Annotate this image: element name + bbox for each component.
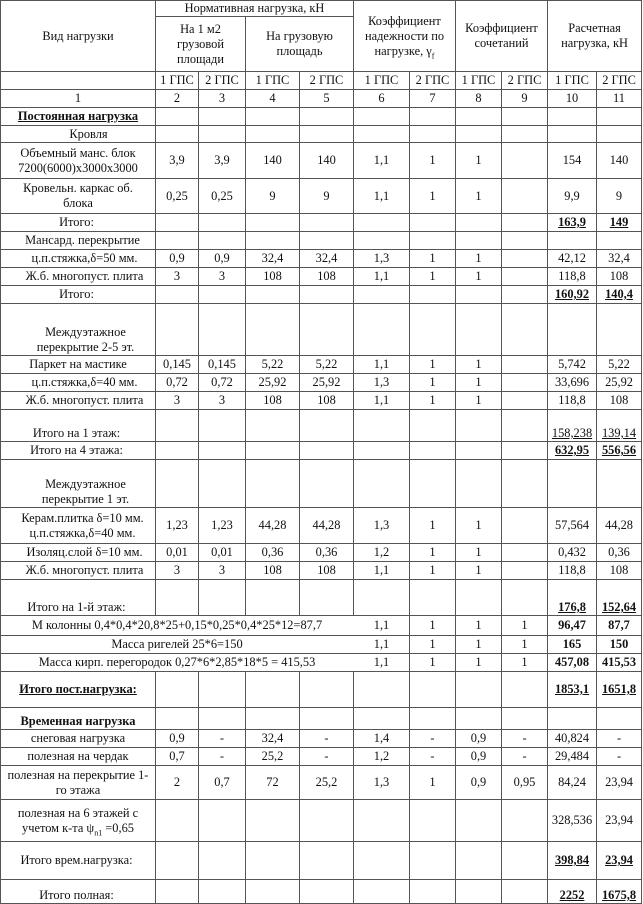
cell: 108	[300, 562, 354, 580]
row-label: снеговая нагрузка	[1, 730, 156, 748]
column-number: 5	[300, 90, 354, 108]
cell: 108	[246, 268, 300, 286]
cell: 1,3	[354, 374, 410, 392]
table-row	[1, 616, 642, 636]
cell: 1	[502, 616, 548, 636]
table-row	[1, 544, 642, 562]
column-number: 9	[502, 90, 548, 108]
gps-label: 2 ГПС	[199, 72, 246, 90]
row-label: М колонны 0,4*0,4*20,8*25+0,15*0,25*0,4*25*12=87,7	[1, 616, 354, 636]
cell: 1,1	[354, 392, 410, 410]
cell: 1	[456, 179, 502, 214]
cell: 5,22	[597, 356, 642, 374]
gps-label: 2 ГПС	[410, 72, 456, 90]
column-number: 1	[1, 90, 156, 108]
row-label: Мансард. перекрытие	[1, 232, 156, 250]
cell	[502, 374, 548, 392]
cell: 118,8	[548, 562, 597, 580]
cell: 118,8	[548, 268, 597, 286]
cell: 1	[456, 654, 502, 672]
row-label: Ж.б. многопуст. плита	[1, 268, 156, 286]
header-combination: Коэффициент сочетаний	[456, 1, 548, 72]
cell: 1,3	[354, 250, 410, 268]
cell: 154	[548, 143, 597, 179]
row-label: Изоляц.слой δ=10 мм.	[1, 544, 156, 562]
cell: 1	[410, 636, 456, 654]
table-row	[1, 636, 642, 654]
column-number: 8	[456, 90, 502, 108]
total-value: 152,64	[597, 580, 642, 616]
cell: 87,7	[597, 616, 642, 636]
cell: 1,2	[354, 748, 410, 766]
cell: 165	[548, 636, 597, 654]
cell: 0,25	[156, 179, 199, 214]
cell: 118,8	[548, 392, 597, 410]
total-value: 1675,8	[597, 880, 642, 904]
cell: 0,9	[456, 730, 502, 748]
cell: 3	[156, 392, 199, 410]
cell: 0,01	[199, 544, 246, 562]
cell: 1,1	[354, 268, 410, 286]
cell: 32,4	[246, 730, 300, 748]
total-label: Итого на 4 этажа:	[1, 442, 156, 460]
cell: 1	[456, 356, 502, 374]
table-row	[1, 356, 642, 374]
cell: 140	[300, 143, 354, 179]
gps-label: 1 ГПС	[156, 72, 199, 90]
section-row	[1, 708, 642, 730]
cell: 25,2	[300, 766, 354, 800]
total-row	[1, 214, 642, 232]
cell: 0,145	[156, 356, 199, 374]
cell: 32,4	[597, 250, 642, 268]
gps-label: 1 ГПС	[246, 72, 300, 90]
cell: 108	[246, 562, 300, 580]
total-value: 149	[597, 214, 642, 232]
cell	[502, 562, 548, 580]
cell: 1	[410, 562, 456, 580]
gps-label: 2 ГПС	[502, 72, 548, 90]
gps-label: 2 ГПС	[597, 72, 642, 90]
gps-label: 2 ГПС	[300, 72, 354, 90]
table-row	[1, 143, 642, 179]
cell	[502, 544, 548, 562]
total-value: 139,14	[597, 410, 642, 442]
total-label: Итого на 1 этаж:	[1, 410, 156, 442]
total-row	[1, 442, 642, 460]
cell: 1	[410, 250, 456, 268]
cell: -	[410, 748, 456, 766]
cell: 0,72	[156, 374, 199, 392]
table-row	[1, 268, 642, 286]
row-label: полезная на 6 этажей с учетом к-та $\psi_{n1} =0,65$	[1, 800, 156, 842]
total-row	[1, 880, 642, 904]
cell: 1,23	[199, 508, 246, 544]
cell: 1,4	[354, 730, 410, 748]
row-label: Ж.б. многопуст. плита	[1, 392, 156, 410]
row-label: ц.п.стяжка,δ=50 мм.	[1, 250, 156, 268]
cell	[502, 179, 548, 214]
total-value: 1651,8	[597, 672, 642, 708]
cell: 0,9	[199, 250, 246, 268]
total-value: 1853,1	[548, 672, 597, 708]
total-value: 23,94	[597, 842, 642, 880]
cell: 1	[456, 143, 502, 179]
cell: 1	[410, 766, 456, 800]
table-row	[1, 374, 642, 392]
row-label: Междуэтажное перекрытие 1 эт.	[1, 460, 156, 508]
header-per-m2: На 1 м2 грузовой площади	[156, 17, 246, 72]
cell: 0,72	[199, 374, 246, 392]
column-number: 10	[548, 90, 597, 108]
total-row	[1, 842, 642, 880]
total-label: Итого пост.нагрузка:	[1, 672, 156, 708]
cell: 0,432	[548, 544, 597, 562]
cell: 5,742	[548, 356, 597, 374]
cell: 0,36	[246, 544, 300, 562]
total-value: 398,84	[548, 842, 597, 880]
cell: 9,9	[548, 179, 597, 214]
cell: 84,24	[548, 766, 597, 800]
cell: 328,536	[548, 800, 597, 842]
cell: -	[502, 748, 548, 766]
cell: 9	[246, 179, 300, 214]
total-label: Итого на 1-й этаж:	[1, 580, 156, 616]
cell: -	[300, 730, 354, 748]
total-row	[1, 580, 642, 616]
cell: 5,22	[300, 356, 354, 374]
cell: 5,22	[246, 356, 300, 374]
cell: 1	[410, 143, 456, 179]
cell: 23,94	[597, 766, 642, 800]
cell: 0,9	[456, 748, 502, 766]
header-load-type: Вид нагрузки	[1, 1, 156, 72]
cell: 1	[456, 508, 502, 544]
cell: 25,92	[597, 374, 642, 392]
header-gps-empty	[1, 72, 156, 90]
total-value: 556,56	[597, 442, 642, 460]
total-value: 158,238	[548, 410, 597, 442]
cell: 44,28	[597, 508, 642, 544]
gps-label: 1 ГПС	[548, 72, 597, 90]
cell	[502, 143, 548, 179]
cell: 1	[410, 508, 456, 544]
cell: 1	[410, 374, 456, 392]
total-value: 163,9	[548, 214, 597, 232]
column-numbers-row	[1, 90, 642, 108]
cell: 25,92	[300, 374, 354, 392]
row-label: Междуэтажное перекрытие 2-5 эт.	[1, 304, 156, 356]
cell: 0,36	[597, 544, 642, 562]
cell: 3	[156, 268, 199, 286]
total-label: Итого:	[1, 214, 156, 232]
table-row	[1, 508, 642, 544]
cell: 1	[456, 392, 502, 410]
cell: 0,145	[199, 356, 246, 374]
cell: 44,28	[246, 508, 300, 544]
header-normative: Нормативная нагрузка, кН	[156, 1, 354, 17]
cell: 25,2	[246, 748, 300, 766]
cell: 3	[199, 562, 246, 580]
cell: -	[502, 730, 548, 748]
cell: 0,9	[156, 250, 199, 268]
cell: 40,824	[548, 730, 597, 748]
cell: 108	[246, 392, 300, 410]
row-label: полезная на перекрытие 1- го этажа	[1, 766, 156, 800]
header-gps-row	[1, 72, 642, 90]
cell: 1	[456, 544, 502, 562]
cell: 1,23	[156, 508, 199, 544]
cell: 1,1	[354, 616, 410, 636]
cell: -	[199, 748, 246, 766]
table-row	[1, 179, 642, 214]
cell: 57,564	[548, 508, 597, 544]
row-label: Паркет на мастике	[1, 356, 156, 374]
section-title-permanent: Постоянная нагрузка	[1, 108, 156, 126]
subsection-row	[1, 232, 642, 250]
cell: 140	[246, 143, 300, 179]
subsection-row	[1, 304, 642, 356]
cell: 32,4	[300, 250, 354, 268]
cell: 1,1	[354, 179, 410, 214]
cell: 3	[199, 392, 246, 410]
table-row	[1, 800, 642, 842]
cell: 3	[199, 268, 246, 286]
cell: 42,12	[548, 250, 597, 268]
row-label: Масса кирп. перегородок 0,27*6*2,85*18*5 = 415,53	[1, 654, 354, 672]
cell: 108	[597, 562, 642, 580]
cell: 1	[456, 636, 502, 654]
cell: 1	[502, 636, 548, 654]
cell: 1	[410, 268, 456, 286]
table-row	[1, 748, 642, 766]
cell: -	[597, 730, 642, 748]
row-label: полезная на чердак	[1, 748, 156, 766]
total-row	[1, 672, 642, 708]
cell: 9	[300, 179, 354, 214]
cell	[502, 508, 548, 544]
cell: 0,7	[199, 766, 246, 800]
row-label: Объемный манс. блок 7200(6000)х3000х3000	[1, 143, 156, 179]
cell: 1,1	[354, 143, 410, 179]
gps-label: 1 ГПС	[456, 72, 502, 90]
column-number: 2	[156, 90, 199, 108]
column-number: 7	[410, 90, 456, 108]
column-number: 4	[246, 90, 300, 108]
row-label: Кровельн. каркас об. блока	[1, 179, 156, 214]
total-value: 176,8	[548, 580, 597, 616]
cell: 2	[156, 766, 199, 800]
cell: 25,92	[246, 374, 300, 392]
subsection-row	[1, 460, 642, 508]
section-row	[1, 108, 642, 126]
cell: 29,484	[548, 748, 597, 766]
table-row	[1, 730, 642, 748]
cell: 1	[456, 268, 502, 286]
cell: 1,3	[354, 508, 410, 544]
cell: 1	[410, 616, 456, 636]
section-title-temporary: Временная нагрузка	[1, 708, 156, 730]
cell: 3,9	[156, 143, 199, 179]
subsection-row	[1, 126, 642, 143]
total-row	[1, 410, 642, 442]
row-label: Ж.б. многопуст. плита	[1, 562, 156, 580]
cell: 1	[410, 392, 456, 410]
cell	[502, 356, 548, 374]
cell: 1	[410, 654, 456, 672]
cell: 150	[597, 636, 642, 654]
table-row	[1, 562, 642, 580]
cell: 108	[300, 268, 354, 286]
cell	[502, 268, 548, 286]
row-label: Кровля	[1, 126, 156, 143]
cell: 0,9	[456, 766, 502, 800]
cell: 108	[300, 392, 354, 410]
cell: 1,1	[354, 562, 410, 580]
cell: 415,53	[597, 654, 642, 672]
row-label: Масса ригелей 25*6=150	[1, 636, 354, 654]
cell: 0,36	[300, 544, 354, 562]
cell: 96,47	[548, 616, 597, 636]
header-per-area: На грузовую площадь	[246, 17, 354, 72]
cell: 9	[597, 179, 642, 214]
total-label: Итого врем.нагрузка:	[1, 842, 156, 880]
cell: -	[300, 748, 354, 766]
cell: 1	[456, 616, 502, 636]
total-value: 160,92	[548, 286, 597, 304]
table-row	[1, 250, 642, 268]
total-label: Итого:	[1, 286, 156, 304]
cell: 1,2	[354, 544, 410, 562]
cell: 457,08	[548, 654, 597, 672]
total-value: 140,4	[597, 286, 642, 304]
cell: 1	[410, 544, 456, 562]
cell: 1,1	[354, 654, 410, 672]
cell: 72	[246, 766, 300, 800]
column-number: 6	[354, 90, 410, 108]
cell: 1	[410, 356, 456, 374]
table-row	[1, 392, 642, 410]
cell: 0,95	[502, 766, 548, 800]
cell: -	[410, 730, 456, 748]
table-row	[1, 766, 642, 800]
cell: 1	[456, 374, 502, 392]
header-design: Расчетная нагрузка, кН	[548, 1, 642, 72]
cell: 1,3	[354, 766, 410, 800]
cell: 23,94	[597, 800, 642, 842]
cell: 3,9	[199, 143, 246, 179]
table-row	[1, 654, 642, 672]
column-number: 11	[597, 90, 642, 108]
gps-label: 1 ГПС	[354, 72, 410, 90]
cell	[502, 250, 548, 268]
cell: 1	[456, 250, 502, 268]
cell: 1,1	[354, 356, 410, 374]
cell: 44,28	[300, 508, 354, 544]
cell: 140	[597, 143, 642, 179]
total-label: Итого полная:	[1, 880, 156, 904]
cell: 0,25	[199, 179, 246, 214]
cell: 33,696	[548, 374, 597, 392]
cell: -	[199, 730, 246, 748]
cell: 1	[456, 562, 502, 580]
cell: -	[597, 748, 642, 766]
cell: 1,1	[354, 636, 410, 654]
total-value: 632,95	[548, 442, 597, 460]
cell	[502, 392, 548, 410]
column-number: 3	[199, 90, 246, 108]
cell: 0,01	[156, 544, 199, 562]
row-label: ц.п.стяжка,δ=40 мм.	[1, 374, 156, 392]
cell: 3	[156, 562, 199, 580]
cell: 108	[597, 268, 642, 286]
cell: 1	[410, 179, 456, 214]
cell: 108	[597, 392, 642, 410]
row-label: Керам.плитка δ=10 мм. ц.п.стяжка,δ=40 мм.	[1, 508, 156, 544]
cell: 32,4	[246, 250, 300, 268]
header-reliability: Коэффициент надежности по нагрузке, $\gamma_f$	[354, 1, 456, 72]
cell: 1	[502, 654, 548, 672]
cell: 0,7	[156, 748, 199, 766]
total-row	[1, 286, 642, 304]
cell: 0,9	[156, 730, 199, 748]
total-value: 2252	[548, 880, 597, 904]
